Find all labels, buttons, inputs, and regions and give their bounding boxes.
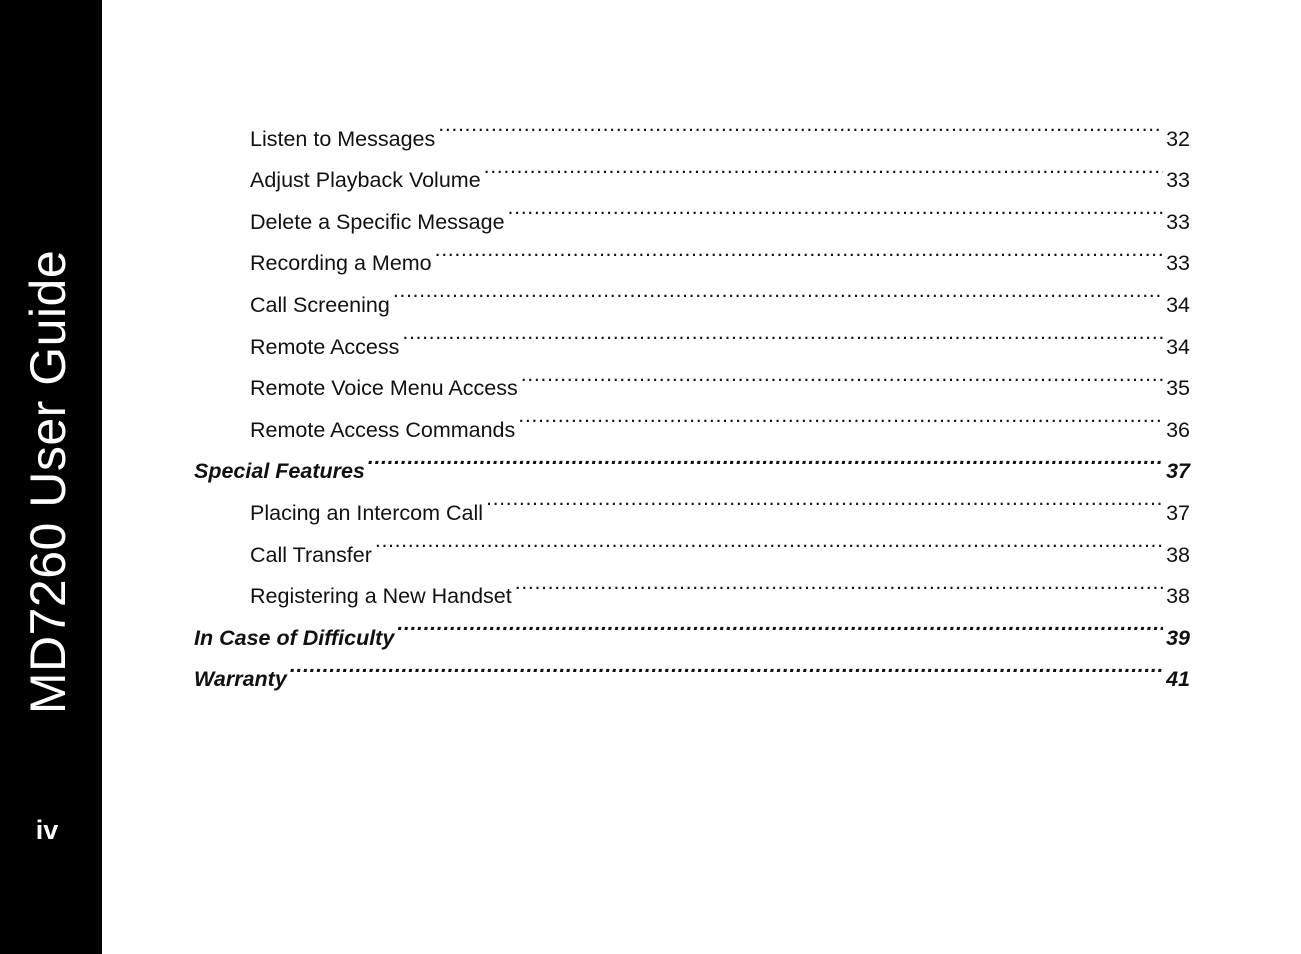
toc-section-title: Special Features (194, 459, 365, 484)
toc-entry-page: 38 (1166, 584, 1190, 609)
dot-leader (515, 562, 1163, 604)
toc-section-page: 37 (1166, 459, 1190, 484)
toc-entry-page: 35 (1166, 376, 1190, 401)
toc-entry-page: 37 (1166, 500, 1190, 525)
toc-entry-title: Placing an Intercom Call (250, 500, 484, 525)
toc-entry-title: Call Screening (250, 292, 390, 317)
dot-leader (484, 146, 1163, 188)
dot-leader (290, 645, 1163, 687)
toc-entry-page: 36 (1166, 417, 1190, 442)
dot-leader (402, 312, 1163, 354)
toc-entry-title: Registering a New Handset (250, 584, 512, 609)
toc-entry-page: 32 (1166, 126, 1190, 151)
toc-section-page: 41 (1166, 667, 1190, 692)
dot-leader (435, 229, 1163, 271)
table-of-contents (194, 104, 1190, 692)
dot-leader (368, 437, 1163, 479)
toc-entry-page: 34 (1166, 292, 1190, 317)
toc-section-entry[interactable] (194, 645, 1190, 692)
toc-entry-title: Listen to Messages (250, 126, 436, 151)
toc-entry[interactable] (194, 104, 1190, 151)
toc-entry-page: 38 (1166, 542, 1190, 567)
toc-entry-title: Delete a Specific Message (250, 209, 505, 234)
toc-entry-page: 33 (1166, 168, 1190, 193)
dot-leader (508, 187, 1164, 229)
toc-section-title: In Case of Difficulty (194, 625, 395, 650)
sidebar (0, 0, 102, 954)
dot-leader (486, 478, 1163, 520)
dot-leader (393, 270, 1163, 312)
toc-entry-title: Adjust Playback Volume (250, 168, 481, 193)
toc-entry-title: Remote Access Commands (250, 417, 516, 442)
dot-leader (521, 354, 1163, 396)
toc-section-page: 39 (1166, 625, 1190, 650)
toc-section-title: Warranty (194, 667, 287, 692)
document-title: MD7260 User Guide (20, 249, 76, 715)
toc-entry-title: Remote Voice Menu Access (250, 376, 518, 401)
toc-entry-page: 33 (1166, 209, 1190, 234)
toc-entry-page: 34 (1166, 334, 1190, 359)
dot-leader (397, 603, 1163, 645)
dot-leader (518, 395, 1163, 437)
toc-entry-page: 33 (1166, 251, 1190, 276)
page-number: iv (35, 815, 59, 845)
dot-leader (438, 104, 1163, 146)
toc-entry-title: Call Transfer (250, 542, 372, 567)
toc-entry-title: Remote Access (250, 334, 400, 359)
toc-entry-title: Recording a Memo (250, 251, 432, 276)
dot-leader (375, 520, 1163, 562)
